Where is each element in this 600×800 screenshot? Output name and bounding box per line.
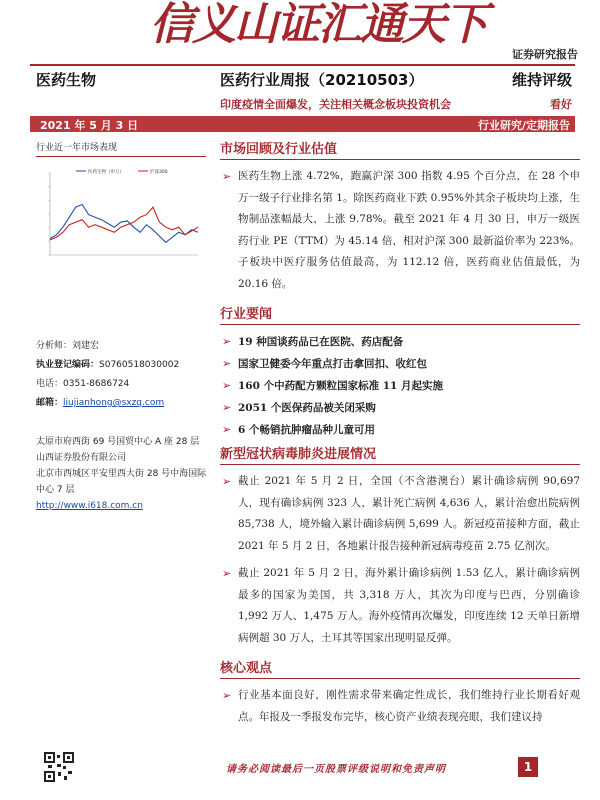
bullet-arrow-icon: ➢ [222, 170, 232, 183]
address-line-1: 太原市府西街 69 号国贸中心 A 座 28 层 [36, 437, 200, 447]
news-list [220, 331, 580, 441]
news-item: ➢ 19 种国谈药品已在医院、药店配备 [220, 331, 580, 353]
bullet-arrow-icon: ➢ [222, 475, 232, 488]
bullet-arrow-icon: ➢ [222, 689, 232, 702]
covid-paragraph-domestic: ➢ 截止 2021 年 5 月 2 日，全国（不含港澳台）累计确诊病例 90,697 人，现有确诊病例 323 人，累计死亡病例 4,636 人，累计治愈出院病例 85,738 人，境外输入累计确诊病例 5,699 人。新冠疫苗接种方面，截止 2021 年 5 月 2 日，各地累计报告接种新冠病毒疫苗 2.75 亿剂次。 [220, 471, 580, 557]
market-performance-chart [36, 165, 206, 265]
page-banner [0, 0, 600, 68]
bullet-arrow-icon: ➢ [222, 423, 232, 436]
page-number: 1 [518, 757, 538, 777]
bullet-arrow-icon: ➢ [222, 379, 232, 392]
top-divider [30, 64, 575, 66]
report-subtitle: 印度疫情全面爆发，关注相关概念板块投资机会 [220, 98, 451, 111]
address-line-2: 山西证券股份有限公司 [36, 453, 127, 463]
report-category: 行业研究/定期报告 [477, 119, 570, 132]
phone-row [36, 376, 129, 389]
report-type-label: 证券研究报告 [512, 48, 578, 61]
slogan-logo [150, 0, 490, 56]
news-item: ➢ 国家卫健委今年重点打击拿回扣、收红包 [220, 353, 580, 375]
chart-caption: 行业近一年市场表现 [36, 140, 206, 157]
address-block [36, 434, 211, 514]
analyst-row [36, 338, 99, 351]
rating-label: 维持评级 [511, 71, 572, 89]
license-row [36, 357, 179, 370]
qr-code-icon [44, 752, 74, 782]
disclaimer-notice: 请务必阅读最后一页股票评级说明和免责声明 [226, 764, 446, 775]
market-paragraph [220, 166, 580, 295]
address-line-3: 北京市西城区平安里西大街 28 号中海国际中心 7 层 [36, 469, 207, 495]
email-row [36, 395, 164, 408]
license-label: 执业登记编码： [36, 360, 100, 370]
report-date: 2021 年 5 月 3 日 [40, 119, 139, 132]
view-paragraph: ➢ 行业基本面良好，刚性需求带来确定性成长，我们维持行业长期看好观点。年报及一季报发布完毕，核心资产业绩表现亮眼，我们建议持 [220, 685, 580, 728]
news-item: ➢ 160 个中药配方颗粒国家标准 11 月起实施 [220, 375, 580, 397]
news-section-title: 行业要闻 [220, 303, 580, 325]
main-content [220, 138, 580, 728]
email-label: 邮箱： [36, 398, 64, 408]
phone-label: 电话： [36, 379, 64, 389]
phone-value: 0351-8686724 [63, 379, 130, 389]
email-link[interactable]: liujianhong@sxzq.com [63, 398, 165, 408]
bullet-arrow-icon: ➢ [222, 357, 232, 370]
license-value: S0760518030002 [99, 360, 180, 370]
slogan-text: 信义山证汇通天下 [150, 0, 486, 50]
analyst-label: 分析师： [36, 341, 73, 351]
rating-value: 看好 [550, 98, 572, 111]
sector-title: 医药生物 [36, 71, 97, 89]
bullet-arrow-icon: ➢ [222, 401, 232, 414]
analyst-name: 刘建宏 [72, 341, 100, 351]
market-section-title: 市场回顾及行业估值 [220, 138, 580, 160]
covid-paragraph-overseas: ➢ 截止 2021 年 5 月 2 日，海外累计确诊病例 1.53 亿人，累计确诊病例最多的国家为美国，共 3,318 万人，其次为印度与巴西，分别确诊 1,992 万人、1,475 万人。海外疫情再次爆发，印度连续 12 天单日新增病例超 30 万人，土耳其等国家出现明显反弹。 [220, 563, 580, 649]
view-section-title: 核心观点 [220, 657, 580, 679]
legend-label: 沪深300 [150, 170, 168, 175]
chart-axes [50, 173, 198, 255]
website-link[interactable]: http://www.i618.com.cn [36, 501, 143, 511]
bullet-arrow-icon: ➢ [222, 567, 232, 580]
legend-label: 医药生物（申万） [88, 170, 124, 175]
covid-section-title: 新型冠状病毒肺炎进展情况 [220, 443, 580, 465]
news-item: ➢ 6 个畅销抗肿瘤品种儿童可用 [220, 419, 580, 441]
bullet-arrow-icon: ➢ [222, 335, 232, 348]
left-column [36, 140, 206, 157]
report-title: 医药行业周报（20210503） [220, 71, 424, 89]
news-item: ➢ 2051 个医保药品被关闭采购 [220, 397, 580, 419]
market-text: 医药生物上涨 4.72%，跑赢沪深 300 指数 4.95 个百分点，在 28 个申万一级子行业排名第 1。除医药商业下跌 0.95%外其余子板块均上涨，生物制品涨幅最大，上涨 9.78%。截至 2021 年 4 月 30 日，申万一级医药行业 PE（TTM）为 45.14 倍，相对沪深 300 最新溢价率为 223%。子板块中医疗服务估值最高，为 112.12 倍，医药商业估值最低，为 20.16 倍。 [238, 170, 580, 290]
